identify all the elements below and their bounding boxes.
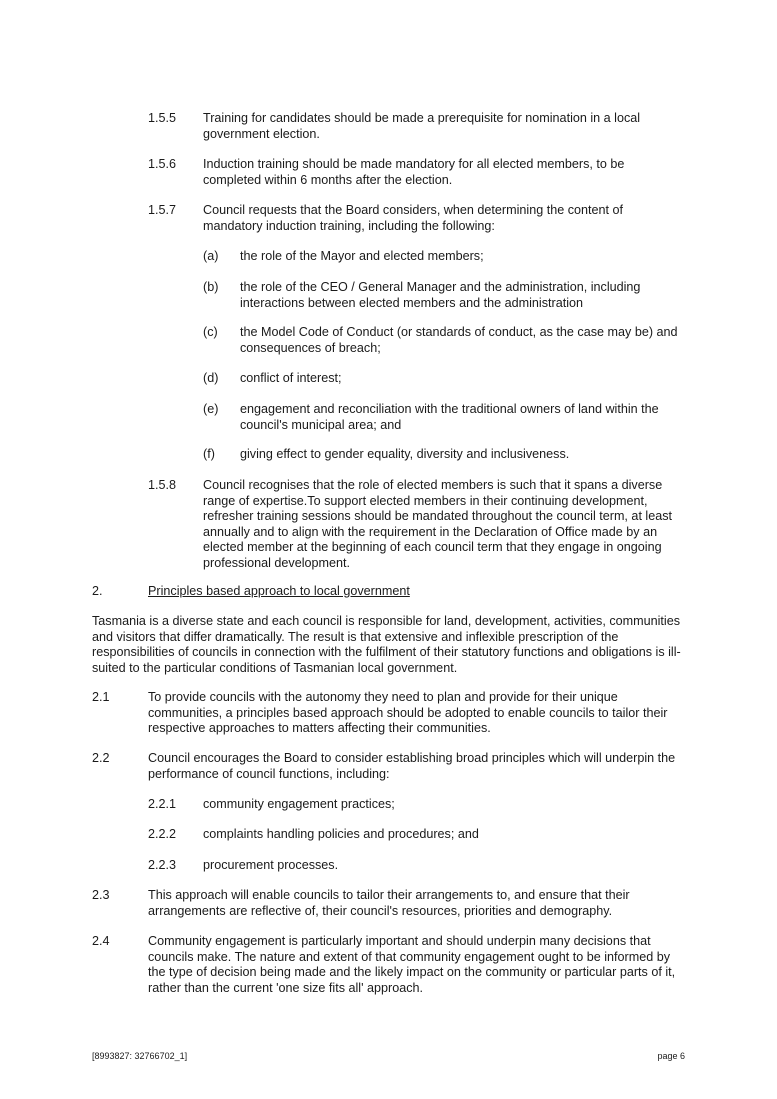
clause-number: 2.3	[92, 888, 110, 902]
list-item-label: (c)	[203, 325, 218, 339]
list-item-label: (d)	[203, 371, 219, 385]
list-item-text: conflict of interest;	[240, 371, 342, 385]
list-item-text: the Model Code of Conduct (or standards of conduct, as the case may be) and consequences of breach;	[240, 325, 678, 355]
list-item-text: the role of the Mayor and elected members;	[240, 249, 484, 263]
list-item-label: (a)	[203, 249, 219, 263]
clause-text: Council recognises that the role of elected members is such that it spans a diverse range of expertise.To support elected members in their continuing development, refresher training sessions should be mandated throughout the council term, at least annually and to align with the requirement in the Declaration of Office made by an elected member at the beginning of each council term that they engage in ongoing professional development.	[203, 478, 673, 570]
clause-number: 1.5.8	[148, 478, 177, 492]
clause-number: 2.1	[92, 690, 110, 704]
list-item-text: engagement and reconciliation with the traditional owners of land within the council's municipal area; and	[240, 402, 659, 432]
list-item-label: (b)	[203, 280, 219, 294]
clause-number: 2.2	[92, 751, 110, 765]
document-reference: [8993827: 32766702_1]	[92, 1051, 188, 1061]
sub-clause-number: 2.2.1	[148, 797, 177, 811]
section-heading: Principles based approach to local government	[148, 584, 410, 598]
clause-number: 2.4	[92, 934, 110, 948]
intro-paragraph: Tasmania is a diverse state and each council is responsible for land, development, activities, communities and visitors that differ dramatically. The result is that extensive and inflexible prescription of the responsibilities of councils in connection with the fulfilment of their statutory functions and obligations is ill-suited to the particular conditions of Tasmanian local government.	[92, 614, 681, 675]
clause-text: Community engagement is particularly important and should underpin many decisions that councils make. The nature and extent of that community engagement ought to be informed by the type of decision being made and the likely impact on the community or particular parts of it, rather than the current 'one size fits all' approach.	[148, 934, 676, 995]
list-item-label: (f)	[203, 447, 215, 461]
sub-clause-text: complaints handling policies and procedures; and	[203, 827, 479, 841]
list-item-text: giving effect to gender equality, diversity and inclusiveness.	[240, 447, 570, 461]
clause-text: This approach will enable councils to tailor their arrangements to, and ensure that their arrangements are reflective of, their council's resources, priorities and demography.	[148, 888, 630, 918]
clause-number: 1.5.6	[148, 157, 177, 171]
clause-text: Council requests that the Board considers, when determining the content of mandatory induction training, including the following:	[203, 203, 624, 233]
clause-number: 1.5.7	[148, 203, 177, 217]
page-number: page 6	[657, 1051, 685, 1061]
clause-text: Training for candidates should be made a prerequisite for nomination in a local government election.	[203, 111, 641, 141]
clause-number: 1.5.5	[148, 111, 177, 125]
clause-text: To provide councils with the autonomy they need to plan and provide for their unique communities, a principles based approach should be adopted to enable councils to tailor their respective approaches to matters affecting their communities.	[148, 690, 668, 735]
sub-clause-text: procurement processes.	[203, 858, 339, 872]
clause-text: Council encourages the Board to consider establishing broad principles which will underpin the performance of council functions, including:	[148, 751, 676, 781]
list-item-text: the role of the CEO / General Manager and the administration, including interactions between elected members and the administration	[240, 280, 641, 310]
sub-clause-text: community engagement practices;	[203, 797, 395, 811]
list-item-label: (e)	[203, 402, 219, 416]
clause-text: Induction training should be made mandatory for all elected members, to be completed within 6 months after the election.	[203, 157, 625, 187]
sub-clause-number: 2.2.3	[148, 858, 177, 872]
sub-clause-number: 2.2.2	[148, 827, 177, 841]
section-number: 2.	[92, 584, 103, 598]
